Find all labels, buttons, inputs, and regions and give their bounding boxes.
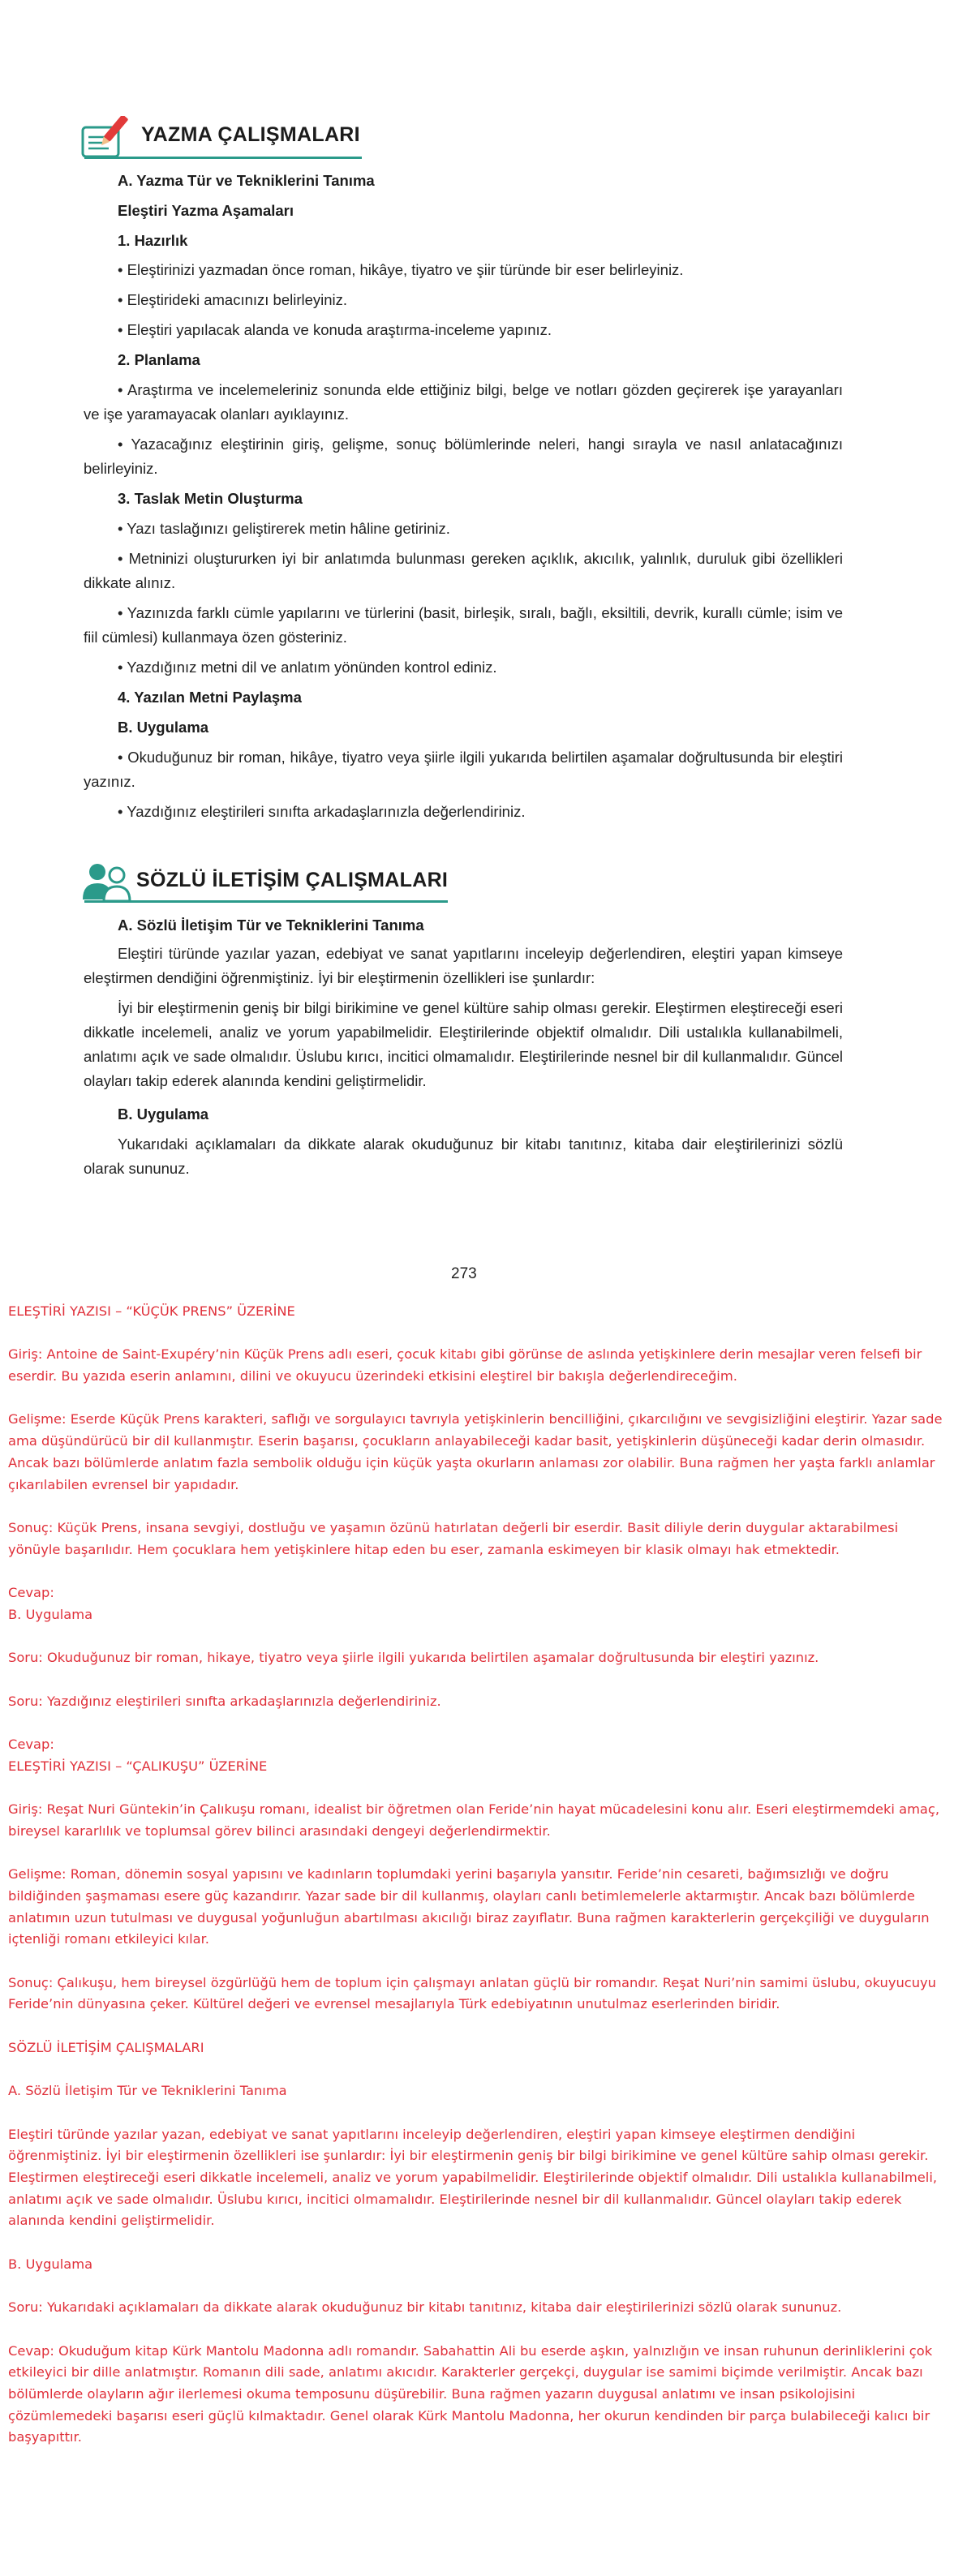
answer-line: Gelişme: Roman, dönemin sosyal yapısını ve kadınların toplumdaki yerini başarıyla yansıtır. Feride’nin cesareti, bağımsızlığı ve doğru bildiğinden şaşmaması esere güç kazandırır. Yazar sade bir dil kullanmış, olayları canlı betimlemelerle aktarmıştır. Ancak bazı bölümlerde anlatımın uzun tutulması ve duygusal yoğunluğun abartılması akıcılığı biraz zayıflatır. Buna rağmen karakterlerin gerçekçiliği ve duyguların içtenliği romanı etkileyici kılar. xyxy=(8,1866,930,1947)
answer-spacer xyxy=(8,1625,946,1647)
oral-paragraph-2: İyi bir eleştirmenin geniş bir bilgi birikimine ve genel kültüre sahip olması gerekir. Eleştirmen eleştireceği eseri dikkatle incelemeli, analiz ve yorum yapabilmelidir. Eleştirilerinde objektif olmalıdır. Dili ustalıkla kullanabilmeli, anlatımı açık ve sade olmalıdır. Üslubu kırıcı, incitici olmamalıdır. Eleştirilerinde nesnel bir dil kullanmalıdır. Güncel olayları takip ederek alanında kendini geliştirmelidir. xyxy=(84,999,843,1089)
answer-spacer xyxy=(8,1951,946,1973)
oral-title-underline xyxy=(84,900,448,903)
answer-line: SÖZLÜ İLETİŞİM ÇALIŞMALARI xyxy=(8,2039,204,2055)
answer-line: A. Sözlü İletişim Tür ve Tekniklerini Tanıma xyxy=(8,2083,287,2099)
writing-b-item: • Yazdığınız eleştirileri sınıfta arkadaşlarınızla değerlendiriniz. xyxy=(118,800,525,824)
answer-spacer xyxy=(8,2016,946,2037)
writing-h3-item: • Yazı taslağınızı geliştirerek metin hâline getiriniz. xyxy=(118,517,450,541)
writing-h3-item: • Yazınızda farklı cümle yapılarını ve türlerini (basit, birleşik, sıralı, bağlı, eksiltili, devrik, kurallı cümle; isim ve fiil cümlesi) kullanmaya özen gösteriniz. xyxy=(84,601,843,650)
answer-spacer xyxy=(8,2319,946,2341)
oral-sub-b: B. Uygulama xyxy=(118,1106,209,1123)
answer-line: ELEŞTİRİ YAZISI – “KÜÇÜK PRENS” ÜZERİNE xyxy=(8,1303,295,1319)
answer-spacer xyxy=(8,1842,946,1864)
oral-section-icon xyxy=(81,862,133,903)
notebook-pencil-icon xyxy=(81,116,131,160)
answer-line: Sonuç: Küçük Prens, insana sevgiyi, dostluğu ve yaşamın özünü hatırlatan değerli bir eserdir. Basit diliyle derin duygular aktarabilmesi yönüyle başarılıdır. Hem çocuklara hem yetişkinlere hitap eden bu eser, zamanla eskimeyen bir klasik olmayı hak etmektedir. xyxy=(8,1519,899,1557)
writing-h3-item: • Metninizi oluştururken iyi bir anlatımda bulunması gereken açıklık, akıcılık, yalınlık, duruluk gibi özellikleri dikkate alınız. xyxy=(84,547,843,595)
oral-paragraph-3: Yukarıdaki açıklamaları da dikkate alarak okuduğunuz bir kitabı tanıtınız, kitaba dair eleştirilerinizi sözlü olarak sununuz. xyxy=(84,1136,843,1177)
answer-text xyxy=(8,1301,946,2449)
writing-title-underline xyxy=(84,157,362,159)
answer-line: B. Uygulama xyxy=(8,2256,93,2272)
answer-line: Cevap: Okuduğum kitap Kürk Mantolu Madonna adlı romandır. Sabahattin Ali bu eserde aşkın, yalnızlığın ve insan ruhunun derinliklerini çok etkileyici bir dille anlatmıştır. Romanın dili sade, anlatımı akıcıdır. Karakterler gerçekçi, duygular ise samimi biçimde verilmiştir. Ancak bazı bölümlerde olayların ağır ilerlemesi okuma temposunu düşürebilir. Buna rağmen yazarın duygusal anlatımı ve insan psikolojisini çözümlemedeki başarısı eseri güçlü kılmaktadır. Genel olarak Kürk Mantolu Madonna, her okurun kendinden bir parça bulabileceği kalıcı bir başyapıttır. xyxy=(8,2342,933,2445)
oral-paragraph-1: Eleştiri türünde yazılar yazan, edebiyat ve sanat yapıtlarını inceleyip değerlendiren, eleştiri yapan kimseye eleştirmen dendiğini öğrenmiştiniz. İyi bir eleştirmenin özellikleri ise şunlardır: xyxy=(84,945,843,986)
writing-b-item: • Okuduğunuz bir roman, hikâye, tiyatro veya şiirle ilgili yukarıda belirtilen aşamalar doğrultusunda bir eleştiri yazınız. xyxy=(84,745,843,794)
answer-spacer xyxy=(8,1561,946,1582)
answer-line: Soru: Okuduğunuz bir roman, hikaye, tiyatro veya şiirle ilgili yukarıda belirtilen aşamalar doğrultusunda bir eleştiri yazınız. xyxy=(8,1650,819,1666)
answer-line: Sonuç: Çalıkuşu, hem bireysel özgürlüğü hem de toplum için çalışmayı anlatan güçlü bir romandır. Reşat Nuri’nin samimi üslubu, okuyucuyu Feride’nin dünyasına çeker. Kültürel değeri ve evrensel mesajlarıyla Türk edebiyatının unutulmaz eserlerinden biridir. xyxy=(8,1974,936,2012)
writing-h3-item: • Yazdığınız metni dil ve anlatım yönünden kontrol ediniz. xyxy=(118,655,497,680)
answer-line: Eleştiri türünde yazılar yazan, edebiyat ve sanat yapıtlarını inceleyip değerlendiren, eleştiri yapan kimseye eleştirmen dendiğini öğrenmiştiniz. İyi bir eleştirmenin özellikleri ise şunlardır: İyi bir eleştirmenin geniş bir bilgi birikimine ve genel kültüre sahip olması gerekir. Eleştirmen eleştireceği eseri dikkatle incelemeli, analiz ve yorum yapabilmelidir. Eleştirilerinde objektif olmalıdır. Dili ustalıkla kullanabilmeli, anlatımı açık ve sade olmalıdır. Üslubu kırıcı, incitici olmamalıdır. Eleştirilerinde nesnel bir dil kullanmalıdır. Güncel olayları takip ederek alanında kendini geliştirmelidir. xyxy=(8,2126,938,2229)
answer-spacer xyxy=(8,2232,946,2254)
answer-line: Cevap: xyxy=(8,1736,54,1752)
page-number: 273 xyxy=(451,1265,477,1282)
oral-sub-a: A. Sözlü İletişim Tür ve Tekniklerini Tanıma xyxy=(118,917,424,934)
writing-section-title: YAZMA ÇALIŞMALARI xyxy=(141,123,360,146)
answer-line: B. Uygulama xyxy=(8,1606,93,1622)
oral-section-title: SÖZLÜ İLETİŞİM ÇALIŞMALARI xyxy=(136,869,449,891)
writing-h2: 2. Planlama xyxy=(118,351,200,368)
writing-h1: 1. Hazırlık xyxy=(118,232,188,249)
answer-spacer xyxy=(8,1712,946,1734)
answer-line: Gelişme: Eserde Küçük Prens karakteri, saflığı ve sorgulayıcı tavrıyla yetişkinlerin bencilliğini, çıkarcılığını ve sevgisizliğini eleştirir. Yazar sade ama düşündürücü bir dil kullanmıştır. Eserin başarısı, çocukların anlayabileceği kadar basit, yetişkinlerin düşüneceği kadar derin olmasıdır. Ancak bazı bölümlerde anlatım fazla sembolik olduğu için küçük yaşta okurların anlaması zor olabilir. Buna rağmen her yaşta farklı anlamlar çıkarılabilen evrensel bir yapıdadır. xyxy=(8,1411,943,1492)
answer-line: Cevap: xyxy=(8,1585,54,1601)
writing-h1-item: • Eleştiri yapılacak alanda ve konuda araştırma-inceleme yapınız. xyxy=(118,318,552,342)
writing-h4: 4. Yazılan Metni Paylaşma xyxy=(118,689,302,706)
answer-line: Soru: Yazdığınız eleştirileri sınıfta arkadaşlarınızla değerlendiriniz. xyxy=(8,1693,441,1709)
answer-line: Giriş: Antoine de Saint-Exupéry’nin Küçük Prens adlı eseri, çocuk kitabı gibi görünse de aslında yetişkinlere derin mesajlar veren felsefi bir eserdir. Bu yazıda eserin anlamını, dilini ve okuyucu üzerindeki etkisini eleştirel bir bakışla değerlendireceğim. xyxy=(8,1346,922,1385)
answer-line: ELEŞTİRİ YAZISI – “ÇALIKUŞU” ÜZERİNE xyxy=(8,1758,268,1774)
answer-spacer xyxy=(8,1388,946,1410)
answer-line: Giriş: Reşat Nuri Güntekin’in Çalıkuşu romanı, idealist bir öğretmen olan Feride’nin hayat mücadelesini konu alır. Eseri eleştirmemdeki amaç, bireysel kararlılık ve toplumsal görev bilinci arasındaki dengeyi değerlendirmektir. xyxy=(8,1801,940,1839)
writing-sub-a: A. Yazma Tür ve Tekniklerini Tanıma xyxy=(118,172,375,189)
answer-spacer xyxy=(8,1777,946,1799)
writing-sub-b: B. Uygulama xyxy=(118,719,209,736)
answer-spacer xyxy=(8,2059,946,2080)
writing-h2-item: • Yazacağınız eleştirinin giriş, gelişme, sonuç bölümlerinde neleri, hangi sırayla ve nasıl anlatacağınızı belirleyiniz. xyxy=(84,432,843,481)
writing-h3: 3. Taslak Metin Oluşturma xyxy=(118,490,303,507)
answer-line: Soru: Yukarıdaki açıklamaları da dikkate alarak okuduğunuz bir kitabı tanıtınız, kitaba dair eleştirilerinizi sözlü olarak sununuz. xyxy=(8,2299,842,2316)
writing-h1-item: • Eleştirinizi yazmadan önce roman, hikâye, tiyatro ve şiir türünde bir eser belirleyiniz. xyxy=(118,258,683,282)
writing-section-icon xyxy=(81,116,131,160)
writing-h1-item: • Eleştirideki amacınızı belirleyiniz. xyxy=(118,288,347,312)
answer-spacer xyxy=(8,1323,946,1345)
people-icon xyxy=(81,862,133,903)
answer-spacer xyxy=(8,2275,946,2297)
answer-spacer xyxy=(8,1669,946,1691)
answer-spacer xyxy=(8,1496,946,1518)
answer-spacer xyxy=(8,2102,946,2124)
writing-sub-stages: Eleştiri Yazma Aşamaları xyxy=(118,202,294,219)
writing-h2-item: • Araştırma ve incelemeleriniz sonunda elde ettiğiniz bilgi, belge ve notları gözden geçirerek işe yarayanları ve işe yaramayacak olanları ayıklayınız. xyxy=(84,378,843,427)
